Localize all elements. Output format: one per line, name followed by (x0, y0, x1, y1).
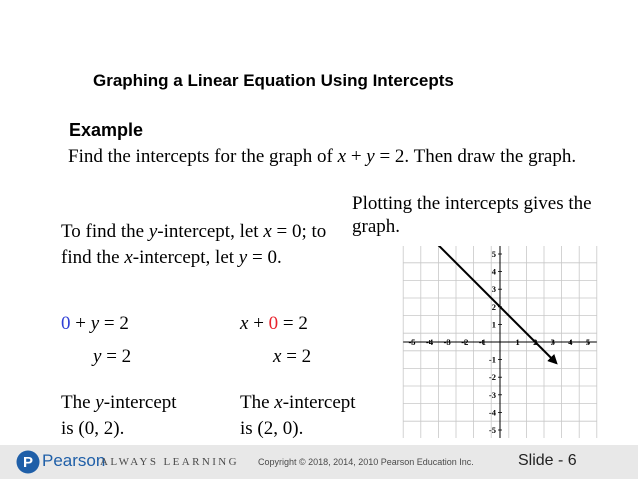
x-tick-label: -3 (443, 337, 451, 347)
conclusion-text: The (240, 392, 275, 413)
equation-y-result (93, 346, 131, 368)
y-tick-label: -1 (488, 354, 496, 365)
x-tick-label: 1 (515, 337, 520, 347)
x-tick-label: -4 (426, 337, 434, 347)
copyright-notice: Copyright © 2018, 2014, 2010 Pearson Education Inc. (258, 457, 474, 467)
y-tick-label: -2 (488, 372, 496, 383)
conclusion-var: y (95, 392, 104, 413)
problem-statement (68, 144, 598, 169)
equation-y-substitution (61, 313, 129, 335)
eq-text: = 2 (101, 346, 132, 367)
y-tick-label: -3 (488, 389, 496, 400)
conclusion-line: is (2, 0). (240, 418, 304, 439)
conclusion-text: The (61, 392, 96, 413)
slide-title: Graphing a Linear Equation Using Intercepts (93, 71, 454, 90)
problem-var-x: x (337, 146, 347, 167)
eq-text: = 2 (99, 313, 129, 334)
problem-text-2: = 2. Then draw the graph. (374, 146, 577, 167)
pearson-wordmark: Pearson (42, 451, 106, 470)
instr-text: = 0; to find the (61, 221, 327, 268)
x-tick-label: -2 (461, 337, 469, 347)
eq-text: = 2 (281, 346, 312, 367)
footer-bar (0, 445, 638, 479)
x-tick-label: 5 (585, 337, 591, 347)
x-tick-label: 3 (550, 337, 555, 347)
problem-var-y: y (366, 146, 375, 167)
x-tick-label: -5 (408, 337, 416, 347)
eq-var: y (93, 346, 102, 367)
eq-text: + (248, 313, 269, 334)
substituted-zero: 0 (61, 313, 71, 334)
svg-text:P: P (22, 454, 34, 471)
eq-text: + (70, 313, 91, 334)
problem-text-1: Find the intercepts for the graph of (68, 146, 338, 167)
pearson-logo-icon (16, 450, 40, 474)
graph-canvas (402, 246, 598, 438)
plotting-note: Plotting the intercepts gives the graph. (352, 193, 592, 237)
instr-text: = 0. (247, 247, 282, 268)
y-tick-label: 2 (491, 301, 496, 312)
conclusion-line: is (0, 2). (61, 418, 125, 439)
instr-var: y (148, 221, 158, 242)
conclusion-text: -intercept (103, 392, 177, 413)
eq-text: = 2 (278, 313, 308, 334)
eq-var: x (240, 313, 249, 334)
y-tick-label: -5 (488, 425, 496, 435)
conclusion-text: -intercept (282, 392, 356, 413)
instr-text: -intercept, let (132, 247, 239, 268)
instr-text: -intercept, let (157, 221, 264, 242)
y-tick-label: 4 (491, 266, 496, 277)
instr-var: x (124, 247, 133, 268)
instr-var: x (263, 221, 272, 242)
eq-var: y (90, 313, 100, 334)
instr-var: y (238, 247, 248, 268)
substituted-zero: 0 (268, 313, 279, 334)
slide-number: Slide - 6 (518, 452, 577, 469)
x-tick-label: 4 (568, 337, 573, 347)
coordinate-graph (402, 246, 598, 438)
x-intercept-conclusion (240, 390, 356, 442)
equation-x-result (273, 346, 311, 368)
x-tick-label: -1 (478, 337, 486, 347)
y-tick-label: -4 (488, 407, 496, 418)
conclusion-line (240, 390, 356, 416)
tagline: ALWAYS LEARNING (100, 456, 239, 468)
conclusion-var: x (274, 392, 283, 413)
equation-x-substitution (240, 313, 308, 335)
problem-op: + (346, 146, 367, 167)
example-label: Example (69, 120, 144, 140)
y-tick-label: 1 (491, 319, 496, 330)
y-tick-label: 5 (491, 249, 496, 259)
eq-var: x (273, 346, 282, 367)
y-intercept-conclusion (61, 390, 177, 442)
instr-text: To find the (61, 221, 149, 242)
conclusion-line (61, 390, 177, 416)
instructions (61, 219, 331, 271)
y-tick-label: 3 (491, 284, 496, 295)
